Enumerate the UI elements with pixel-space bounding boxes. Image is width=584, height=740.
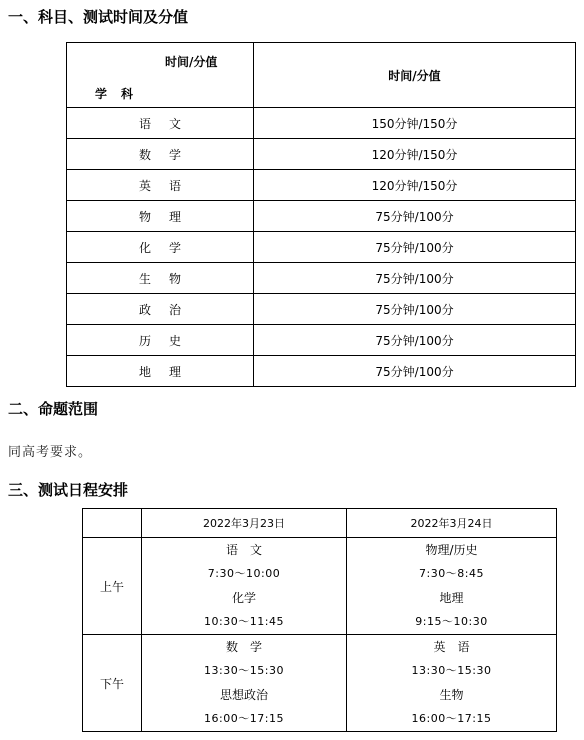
table-row: [67, 356, 576, 387]
exam-subject: 地理: [439, 591, 464, 605]
date-cell: 2022年3月23日: [142, 509, 347, 538]
header-top-label: 时间/分值: [165, 55, 218, 69]
exam-subject: 英语: [433, 640, 482, 654]
exam-time: 7:30～8:45: [419, 567, 484, 580]
table-row: [83, 538, 557, 635]
table-row: [67, 170, 576, 201]
exam-time: 16:00～17:15: [204, 712, 284, 725]
corner-cell: [83, 509, 142, 538]
value-cell: 75分钟/100分: [254, 201, 576, 232]
subject-cell: 化学: [67, 232, 254, 263]
header-left-label: 学科: [95, 87, 148, 101]
slot-label-afternoon: 下午: [83, 635, 142, 732]
exam-subject: 化学: [231, 591, 256, 605]
exam-subject: 物理/历史: [425, 543, 478, 557]
exam-subject: 数学: [225, 640, 274, 654]
subject-cell: 政治: [67, 294, 254, 325]
subject-cell: 地理: [67, 356, 254, 387]
slot-label-morning: 上午: [83, 538, 142, 635]
section-heading-1: 一、科目、测试时间及分值: [8, 8, 189, 26]
exam-subject: 语文: [225, 543, 274, 557]
subject-cell: 生物: [67, 263, 254, 294]
diagonal-header-cell: [67, 43, 254, 108]
subject-cell: 英语: [67, 170, 254, 201]
header-right-label: 时间/分值: [254, 43, 576, 108]
table-row: [67, 263, 576, 294]
scope-text: 同高考要求。: [8, 445, 93, 460]
subject-cell: 语文: [67, 108, 254, 139]
value-cell: 75分钟/100分: [254, 325, 576, 356]
value-cell: 75分钟/100分: [254, 263, 576, 294]
table-row: [67, 232, 576, 263]
schedule-cell: [347, 538, 557, 635]
value-cell: 75分钟/100分: [254, 356, 576, 387]
subject-cell: 物理: [67, 201, 254, 232]
table-row: [67, 201, 576, 232]
table-row: [67, 108, 576, 139]
exam-time: 7:30～10:00: [207, 567, 281, 580]
table-row: [83, 635, 557, 732]
exam-subject: 思想政治: [219, 688, 268, 702]
schedule-cell: [142, 538, 347, 635]
exam-time: 9:15～10:30: [415, 615, 488, 628]
date-cell: 2022年3月24日: [347, 509, 557, 538]
subject-cell: 历史: [67, 325, 254, 356]
subject-cell: 数学: [67, 139, 254, 170]
value-cell: 150分钟/150分: [254, 108, 576, 139]
schedule-cell: [347, 635, 557, 732]
value-cell: 120分钟/150分: [254, 170, 576, 201]
table-row: [67, 325, 576, 356]
table-row: [67, 294, 576, 325]
date-header-row: [83, 509, 557, 538]
section-heading-2: 二、命题范围: [8, 400, 99, 418]
section-heading-3: 三、测试日程安排: [8, 481, 129, 499]
exam-time: 13:30～15:30: [411, 664, 492, 677]
value-cell: 75分钟/100分: [254, 294, 576, 325]
exam-time: 13:30～15:30: [204, 664, 284, 677]
table-header-row: [67, 43, 576, 108]
schedule-cell: [142, 635, 347, 732]
schedule-table: [82, 508, 557, 732]
exam-time: 16:00～17:15: [411, 712, 492, 725]
exam-subject: 生物: [439, 688, 464, 702]
exam-time: 10:30～11:45: [204, 615, 284, 628]
subject-time-score-table: [66, 42, 576, 387]
table-row: [67, 139, 576, 170]
value-cell: 120分钟/150分: [254, 139, 576, 170]
value-cell: 75分钟/100分: [254, 232, 576, 263]
